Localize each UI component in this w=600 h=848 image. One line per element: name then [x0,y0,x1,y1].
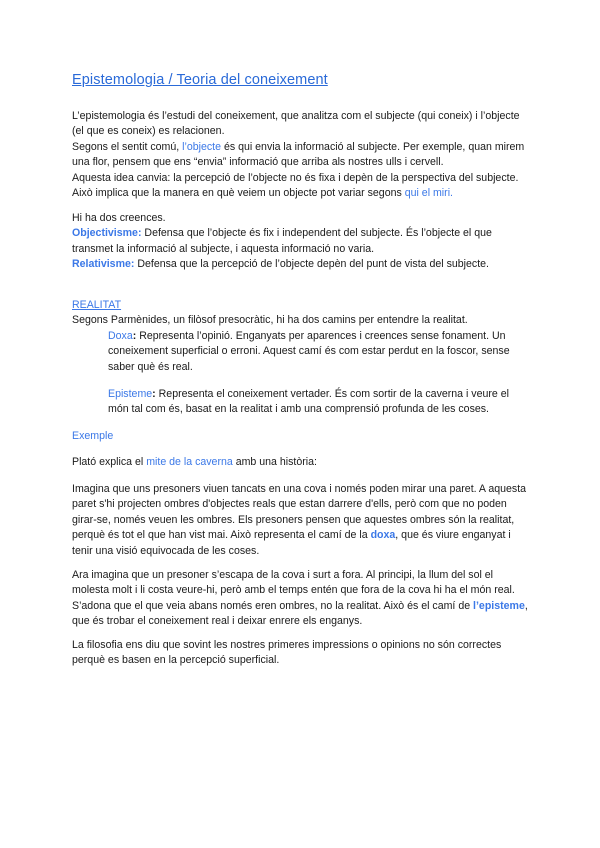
exemple-p2-text [72,482,532,559]
intro-paragraph-2 [72,140,532,171]
relativism-text: Defensa que la percepció de l’objecte depèn del punt de vista del subjecte. [134,258,489,271]
highlight-qui-el-miri: qui el miri. [404,187,453,200]
realitat-intro: Segons Parmènides, un filòsof presocràtic, hi ha dos camins per entendre la realitat. [72,314,468,327]
page-title: Epistemologia / Teoria del coneixement [72,72,328,88]
doxa-term: Doxa [108,330,133,342]
doxa-text: Representa l’opinió. Enganyats per aparences i creences sense fonament. Un coneixement superficial o erroni. Aquest camí és com estar perdut en la foscor, sense saber què és real. [108,330,510,373]
exemple-text: Ara imagina que un presoner s’escapa de la cova i surt a fora. Al principi, la llum del sol el molesta molt i li costa veure-hi, però amb el temps entén que fora de la cova hi ha el món real. S’adona que el que veia abans només eren ombres, no la realitat. Això és el camí de [72,569,515,612]
intro-text: és qui envia la informació al subjecte. Per exemple, quan mirem una flor, pensem que ens “envia” informació que arriba als nostres ulls i cervell. [72,140,525,169]
highlight-objecte: l’objecte [182,140,221,153]
exemple-paragraph-4: La filosofia ens diu que sovint les nostres primeres impressions o opinions no són correctes perquè es basen en la percepció superficial. [72,639,502,667]
doxa-colon: : [132,330,137,342]
exemple-intro [72,455,532,470]
objectivism-paragraph [72,226,532,257]
exemple-text: Imagina que uns presoners viuen tancats en una cova i només poden mirar una paret. A aquesta paret s'hi projecten ombres d'objectes reals que estan darrere d'ells, però com que no poden girar-se, només veuen les ombres. Els presoners pensen que aquestes ombres són la realitat, perquè és tot el que han vist mai. Això representa el camí de la [72,483,527,542]
beliefs-heading: Hi ha dos creences. [72,212,166,224]
exemple-paragraph-2 [72,482,532,559]
exemple-heading: Exemple [72,430,114,442]
objectivism-text: Defensa que l’objecte és fix i independent del subjecte. És l’objecte el que transmet la informació al subjecte, i aquesta informació no varia. [72,227,492,255]
intro-paragraph-3 [72,171,532,202]
episteme-paragraph [108,387,526,418]
exemple-intro-text [72,455,532,470]
episteme-colon: : [152,388,156,400]
exemple-text: , que és viure enganyat i tenir una visió equivocada de les coses. [72,529,511,557]
doxa-text-block [108,329,526,375]
intro-paragraph-1: L’epistemologia és l’estudi del coneixement, que analitza com el subjecte (qui coneix) i l’objecte (el que es coneix) es relacionen. [72,110,520,138]
highlight-mite-caverna: mite de la caverna [146,456,233,468]
exemple-text: , que és trobar el coneixement real i deixar enrere els enganys. [72,599,528,628]
doxa-highlight: doxa [370,529,396,542]
episteme-term: Episteme [108,388,153,400]
episteme-text-block [108,387,526,418]
doxa-paragraph [108,329,526,375]
intro-text: Aquesta idea canvia: la percepció de l’objecte no és fixa i depèn de la perspectiva del subjecte. Això implica que la manera en què veiem un objecte pot variar segons [72,171,519,200]
realitat-heading: REALITAT [72,299,122,311]
realitat-section [72,298,532,329]
exemple-paragraph-3 [72,568,532,630]
relativism-term: Relativisme: [72,258,135,271]
exemple-text: Plató explica el [72,456,147,468]
exemple-p3-text [72,568,532,630]
episteme-text: Representa el coneixement vertader. És com sortir de la caverna i veure el món tal com és, basat en la realitat i amb una comprensió profunda de les coses. [108,388,510,416]
exemple-text: amb una història: [232,456,317,468]
objectivism-term: Objectivisme: [72,227,142,240]
beliefs-section [72,211,532,273]
episteme-highlight: l’episteme [473,599,525,612]
intro-section [72,109,532,201]
intro-text: Segons el sentit comú, [72,140,183,153]
relativism-paragraph [72,257,532,272]
